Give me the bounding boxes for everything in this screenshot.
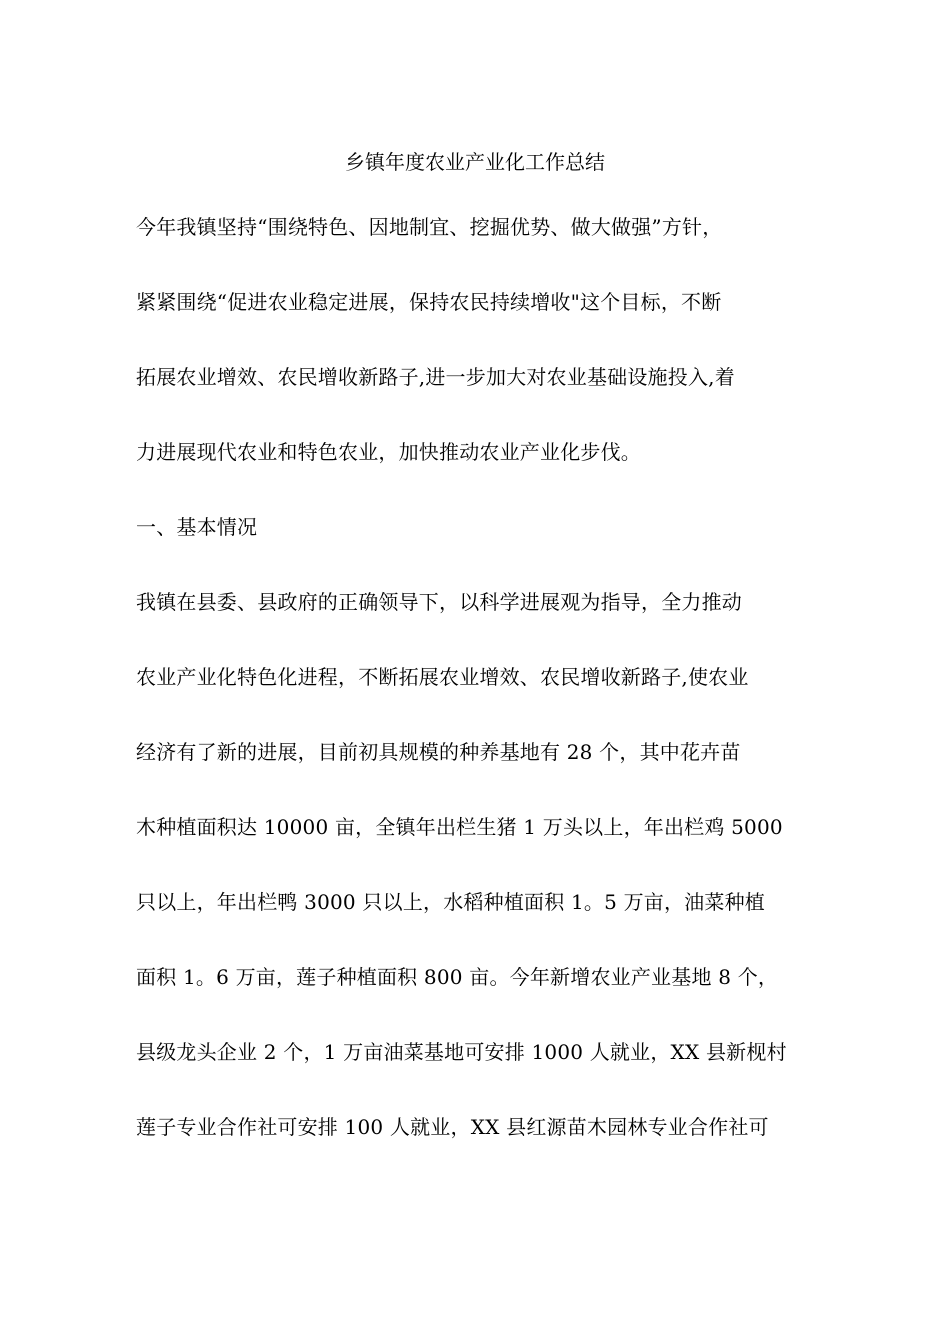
body-line-4: 木种植面积达 10000 亩，全镇年出栏生猪 1 万头以上，年出栏鸡 5000 [136,815,783,839]
body-line-3: 经济有了新的进展，目前初具规模的种养基地有 28 个，其中花卉苗 [136,740,741,764]
body-line-1: 我镇在县委、县政府的正确领导下，以科学进展观为指导，全力推动 [136,590,742,614]
body-line-8: 莲子专业合作社可安排 100 人就业，XX 县红源苗木园林专业合作社可 [136,1115,769,1139]
body-line-6: 面积 1。6 万亩，莲子种植面积 800 亩。今年新增农业产业基地 8 个， [136,965,779,989]
body-line-2: 农业产业化特色化进程，不断拓展农业增效、农民增收新路子,使农业 [136,665,749,689]
intro-line-2: 紧紧围绕“促进农业稳定进展，保持农民持续增收"这个目标，不断 [136,290,722,314]
intro-line-4: 力进展现代农业和特色农业，加快推动农业产业化步伐。 [136,440,641,464]
body-line-7: 县级龙头企业 2 个，1 万亩油菜基地可安排 1000 人就业，XX 县新枧村 [136,1040,787,1064]
intro-line-3: 拓展农业增效、农民增收新路子,进一步加大对农业基础设施投入,着 [136,365,735,389]
section-heading: 一、基本情况 [136,515,258,539]
intro-line-1: 今年我镇坚持“围绕特色、因地制宜、挖掘优势、做大做强”方针， [136,215,723,239]
document-title: 乡镇年度农业产业化工作总结 [345,150,605,174]
body-line-5: 只以上，年出栏鸭 3000 只以上，水稻种植面积 1。5 万亩，油菜种植 [136,890,765,914]
